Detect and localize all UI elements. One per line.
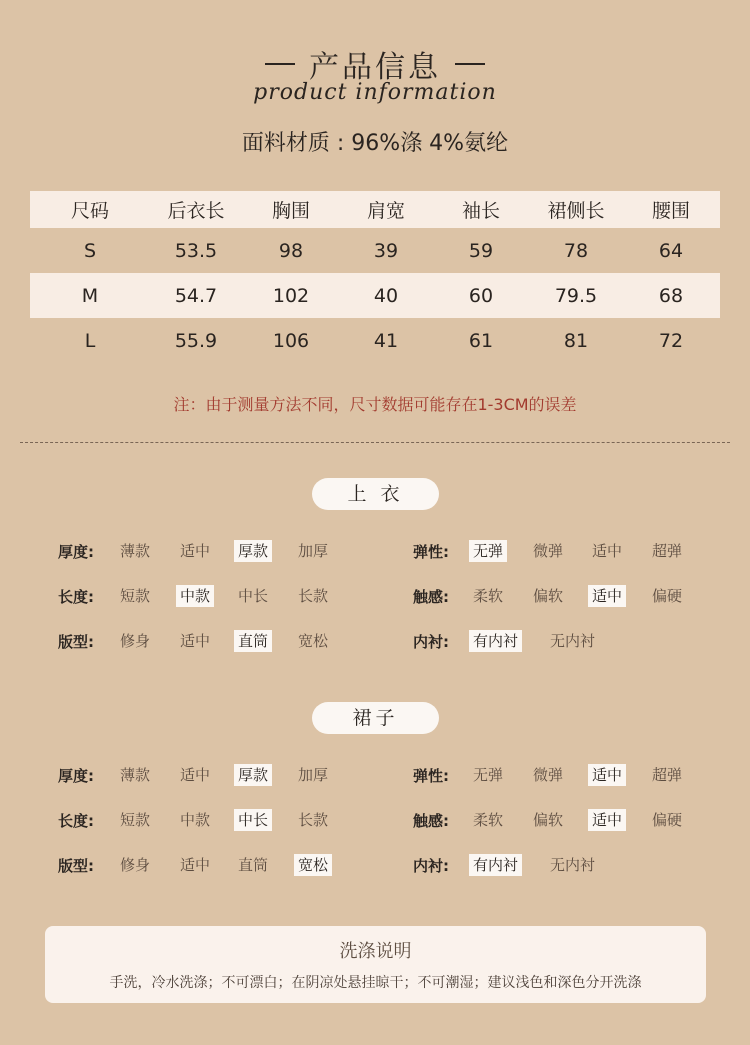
size-table-header-cell: 肩宽 xyxy=(366,200,405,222)
attribute-option: 偏硬 xyxy=(652,587,683,605)
section-title-pill: 上 衣 xyxy=(312,478,439,510)
attribute-option-selected: 有内衬 xyxy=(469,630,522,652)
attribute-label xyxy=(58,807,118,833)
attribute-label-text: 厚度: xyxy=(58,542,94,561)
size-table-row xyxy=(30,318,720,363)
size-table-cell: 61 xyxy=(468,329,494,352)
size-table-cell: 81 xyxy=(563,329,589,352)
attribute-label-text: 弹性: xyxy=(413,542,449,561)
size-table-cell: 79.5 xyxy=(554,284,598,307)
attribute-label-text: 触感: xyxy=(413,587,449,606)
attribute-option: 中长 xyxy=(238,587,269,605)
attribute-label-text: 内衬: xyxy=(413,856,449,875)
attribute-option: 修身 xyxy=(120,856,151,874)
size-table-cell: S xyxy=(83,239,97,262)
attribute-option-selected: 中长 xyxy=(234,809,272,831)
size-table-cell: 106 xyxy=(272,329,310,352)
attribute-option: 薄款 xyxy=(120,542,151,560)
attribute-label xyxy=(58,762,118,788)
attribute-option: 适中 xyxy=(180,856,211,874)
size-table-cell: L xyxy=(84,329,96,352)
attribute-option: 适中 xyxy=(592,542,623,560)
dashed-divider xyxy=(20,442,730,443)
attribute-label xyxy=(58,583,118,609)
attribute-option-selected: 适中 xyxy=(588,809,626,831)
attribute-option-selected: 有内衬 xyxy=(469,854,522,876)
attribute-option-selected: 厚款 xyxy=(234,764,272,786)
size-table-cell: 78 xyxy=(563,239,589,262)
attribute-option: 长款 xyxy=(298,587,329,605)
page-title: 产品信息 xyxy=(309,50,441,85)
attribute-option: 薄款 xyxy=(120,766,151,784)
size-table-cell: 41 xyxy=(373,329,399,352)
wash-title: 洗涤说明 xyxy=(339,941,412,962)
attribute-label-text: 版型: xyxy=(58,856,94,875)
attribute-option: 适中 xyxy=(180,542,211,560)
attribute-label-text: 长度: xyxy=(58,811,94,830)
attribute-option: 适中 xyxy=(180,632,211,650)
attribute-option: 无内衬 xyxy=(550,856,596,874)
attribute-label-text: 厚度: xyxy=(58,766,94,785)
size-table-row xyxy=(30,273,720,318)
attribute-label-text: 长度: xyxy=(58,587,94,606)
size-table-cell: 40 xyxy=(373,284,399,307)
attribute-label-text: 触感: xyxy=(413,811,449,830)
attribute-label xyxy=(58,852,118,878)
attribute-option: 长款 xyxy=(298,811,329,829)
attribute-option-selected: 厚款 xyxy=(234,540,272,562)
attribute-option: 微弹 xyxy=(533,766,564,784)
script-subtitle: product information xyxy=(253,80,497,105)
attribute-option-selected: 适中 xyxy=(588,764,626,786)
size-table-cell: 64 xyxy=(658,239,684,262)
size-table-header-cell: 胸围 xyxy=(271,200,310,222)
attribute-option: 偏软 xyxy=(533,587,564,605)
size-table-cell: 54.7 xyxy=(174,284,218,307)
size-table-cell: 72 xyxy=(658,329,684,352)
attribute-option-selected: 适中 xyxy=(588,585,626,607)
measurement-note: 注：由于测量方法不同，尺寸数据可能存在1-3CM的误差 xyxy=(173,395,577,414)
attribute-option-selected: 中款 xyxy=(176,585,214,607)
section-title-pill: 裙子 xyxy=(312,702,439,734)
attribute-option-selected: 直筒 xyxy=(234,630,272,652)
wash-text: 手洗，冷水洗涤；不可漂白；在阴凉处悬挂晾干；不可潮湿；建议浅色和深色分开洗涤 xyxy=(109,975,642,991)
size-table-cell: 59 xyxy=(468,239,494,262)
size-table-cell: 55.9 xyxy=(174,329,218,352)
size-table-header-cell: 袖长 xyxy=(461,200,500,222)
attribute-label xyxy=(413,807,473,833)
attribute-option-selected: 无弹 xyxy=(469,540,507,562)
size-table-cell: 98 xyxy=(278,239,304,262)
attribute-option: 无弹 xyxy=(473,766,504,784)
size-table-cell: 102 xyxy=(272,284,310,307)
size-table-header-cell: 腰围 xyxy=(651,200,690,222)
title-dash-left xyxy=(265,63,295,65)
attribute-option: 偏软 xyxy=(533,811,564,829)
attribute-option-selected: 宽松 xyxy=(294,854,332,876)
size-table-header-cell: 后衣长 xyxy=(167,200,225,222)
attribute-label xyxy=(413,762,473,788)
wash-instructions-box xyxy=(45,926,706,1003)
attribute-option: 超弹 xyxy=(652,766,683,784)
attribute-option: 短款 xyxy=(120,811,151,829)
attribute-option: 中款 xyxy=(180,811,211,829)
title-dash-right xyxy=(455,63,485,65)
attribute-option: 柔软 xyxy=(473,587,504,605)
attribute-label xyxy=(413,583,473,609)
attribute-label xyxy=(58,538,118,564)
attribute-label-text: 弹性: xyxy=(413,766,449,785)
size-table-cell: 39 xyxy=(373,239,399,262)
size-table-cell: 60 xyxy=(468,284,494,307)
attribute-option: 偏硬 xyxy=(652,811,683,829)
attribute-option: 超弹 xyxy=(652,542,683,560)
attribute-option: 宽松 xyxy=(298,632,329,650)
attribute-option: 柔软 xyxy=(473,811,504,829)
size-table-header-cell: 裙侧长 xyxy=(547,200,605,222)
size-table-cell: 53.5 xyxy=(174,239,218,262)
attribute-option: 直筒 xyxy=(238,856,269,874)
attribute-label-text: 内衬: xyxy=(413,632,449,651)
size-table xyxy=(30,191,720,363)
size-table-header-cell: 尺码 xyxy=(70,200,109,222)
attribute-label xyxy=(58,628,118,654)
attribute-label xyxy=(413,852,473,878)
attribute-option: 修身 xyxy=(120,632,151,650)
attribute-label xyxy=(413,538,473,564)
attribute-label-text: 版型: xyxy=(58,632,94,651)
size-table-header xyxy=(30,191,720,228)
attribute-option: 适中 xyxy=(180,766,211,784)
fabric-composition: 面料材质 : 96%涤 4%氨纶 xyxy=(241,131,509,156)
size-table-cell: 68 xyxy=(658,284,684,307)
attribute-label xyxy=(413,628,473,654)
attribute-option: 无内衬 xyxy=(550,632,596,650)
size-table-row xyxy=(30,228,720,273)
attribute-option: 短款 xyxy=(120,587,151,605)
attribute-option: 加厚 xyxy=(298,766,329,784)
attribute-option: 微弹 xyxy=(533,542,564,560)
size-table-cell: M xyxy=(81,284,99,307)
attribute-option: 加厚 xyxy=(298,542,329,560)
